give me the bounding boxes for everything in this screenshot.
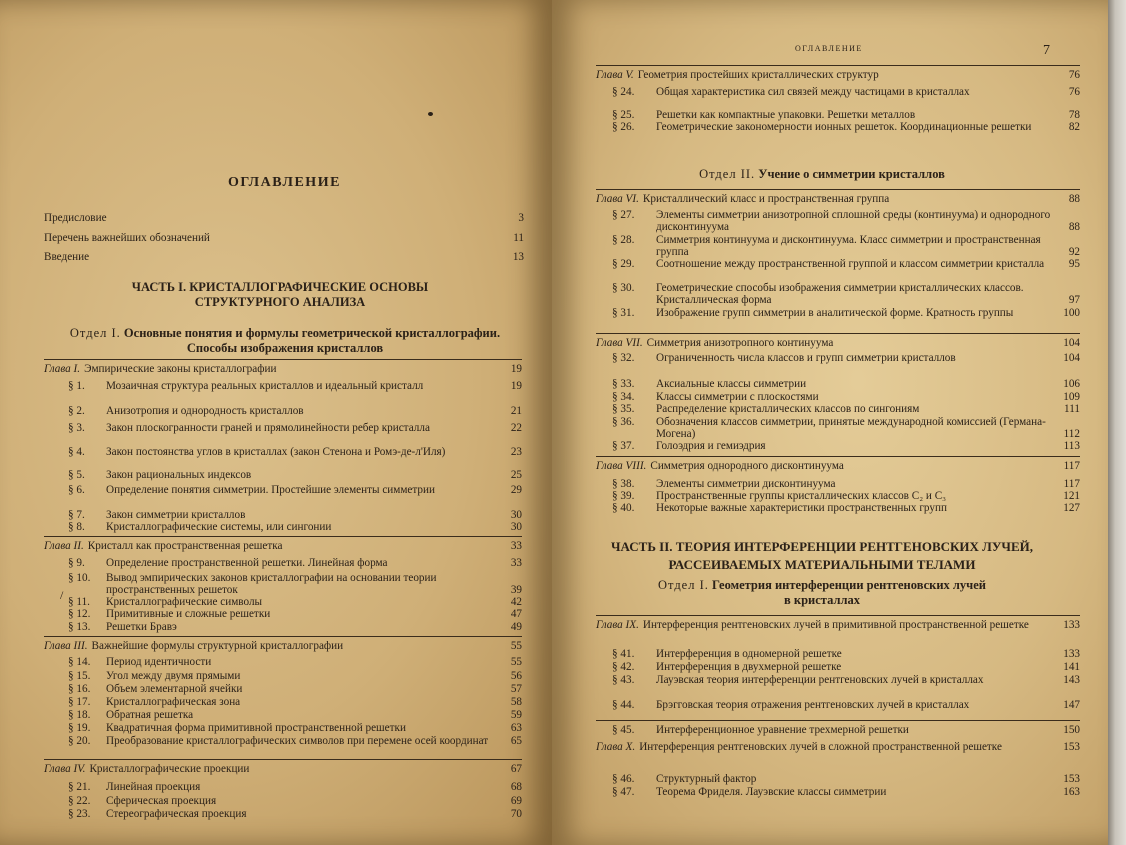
entry-page: 76 xyxy=(1068,69,1080,81)
entry-page: 11 xyxy=(513,232,524,244)
entry-page: 13 xyxy=(512,251,524,263)
entry-number: Глава VI. xyxy=(596,193,639,205)
part-line-1: ЧАСТЬ I. КРИСТАЛЛОГРАФИЧЕСКИЕ ОСНОВЫ xyxy=(131,280,429,294)
entry-page: 39 xyxy=(510,584,522,596)
toc-section xyxy=(612,674,1080,686)
entry-page: 30 xyxy=(510,521,522,533)
toc-section xyxy=(68,735,522,747)
toc-section xyxy=(68,572,522,596)
toc-section xyxy=(612,490,1080,502)
department-heading xyxy=(572,578,1072,608)
entry-page: 58 xyxy=(510,696,522,708)
entry-page: 104 xyxy=(1063,337,1080,349)
entry-page: 30 xyxy=(510,509,522,521)
toc-section xyxy=(612,352,1080,364)
entry-page: 143 xyxy=(1063,674,1080,686)
toc-section xyxy=(612,109,1080,121)
running-head: ОГЛАВЛЕНИЕ xyxy=(795,44,863,53)
entry-title: Пространственные группы кристаллических классов C₂ и C₃ xyxy=(656,490,947,502)
entry-number: § 38. xyxy=(612,478,635,490)
chapter-divider xyxy=(596,720,1080,721)
entry-number: Глава IV. xyxy=(44,763,86,775)
entry-number: § 44. xyxy=(612,699,635,711)
department-line-2: Способы изображения кристаллов xyxy=(186,341,384,355)
toc-section xyxy=(68,509,522,521)
toc-section xyxy=(612,724,1080,736)
entry-title: Стереографическая проекция xyxy=(106,808,247,820)
entry-page: 70 xyxy=(510,808,522,820)
toc-section xyxy=(68,683,522,695)
entry-number: Глава VIII. xyxy=(596,460,647,472)
entry-page: 82 xyxy=(1068,121,1080,133)
toc-chapter xyxy=(596,741,1080,753)
department-prefix: Отдел II. xyxy=(699,167,756,181)
entry-title: Интерференция рентгеновских лучей в примитивной пространственной решетке xyxy=(642,619,1029,631)
toc-section xyxy=(68,709,522,721)
department-line-1: Основные понятия и формулы геометрической кристаллографии. xyxy=(123,326,501,340)
entry-title: Общая характеристика сил связей между частицами в кристаллах xyxy=(656,86,970,98)
toc-entry-preface xyxy=(44,212,524,224)
entry-number: § 34. xyxy=(612,391,635,403)
department-line-1: Геометрия интерференции рентгеновских лучей xyxy=(712,578,986,592)
entry-title: Обратная решетка xyxy=(106,709,194,721)
entry-title: Классы симметрии с плоскостями xyxy=(656,391,819,403)
entry-number: § 24. xyxy=(612,86,635,98)
entry-page: 127 xyxy=(1063,502,1080,514)
entry-title: Период идентичности xyxy=(106,656,212,668)
entry-number: § 26. xyxy=(612,121,635,133)
toc-chapter xyxy=(596,69,1080,81)
entry-number: § 41. xyxy=(612,648,635,660)
entry-title: Элементы симметрии дисконтинуума xyxy=(656,478,836,490)
entry-number: § 11. xyxy=(68,596,90,608)
entry-title: Симметрия однородного дисконтинуума xyxy=(650,460,844,472)
entry-page: 23 xyxy=(510,446,522,458)
toc-chapter xyxy=(44,363,522,375)
entry-number: § 8. xyxy=(68,521,85,533)
entry-page: 33 xyxy=(510,540,522,552)
toc-section xyxy=(68,781,522,793)
entry-title: Кристаллографическая зона xyxy=(106,696,241,708)
entry-title: Определение пространственной решетки. Линейная форма xyxy=(106,557,388,569)
entry-title: Распределение кристаллических классов по сингониям xyxy=(656,403,920,415)
entry-number: § 30. xyxy=(612,282,635,294)
page-number: 7 xyxy=(1043,43,1050,58)
entry-page: 68 xyxy=(510,781,522,793)
entry-page: 42 xyxy=(510,596,522,608)
right-page xyxy=(552,0,1108,845)
entry-number: § 18. xyxy=(68,709,91,721)
entry-title: Квадратичная форма примитивной пространственной решетки xyxy=(106,722,406,734)
entry-number: § 39. xyxy=(612,490,635,502)
entry-title: Объем элементарной ячейки xyxy=(106,683,243,695)
part-heading xyxy=(60,280,500,310)
entry-page: 141 xyxy=(1063,661,1080,673)
entry-page: 111 xyxy=(1064,403,1080,415)
entry-title: Геометрические способы изображения симметрии кристаллических классов. Кристаллическая форма xyxy=(656,282,1024,306)
entry-title: Ограниченность числа классов и групп симметрии кристаллов xyxy=(656,352,956,364)
chapter-divider xyxy=(44,636,522,637)
entry-number: § 3. xyxy=(68,422,85,434)
toc-section xyxy=(68,405,522,417)
chapter-divider xyxy=(596,456,1080,457)
entry-page: 95 xyxy=(1068,258,1080,270)
entry-page: 92 xyxy=(1068,246,1080,258)
toc-section xyxy=(612,699,1080,711)
toc-section xyxy=(612,258,1080,270)
entry-number: § 2. xyxy=(68,405,85,417)
entry-number: Глава VII. xyxy=(596,337,643,349)
entry-page: 78 xyxy=(1068,109,1080,121)
entry-title: Преобразование кристаллографических символов при перемене осей координат xyxy=(106,735,489,747)
entry-number: § 37. xyxy=(612,440,635,452)
chapter-divider xyxy=(44,359,522,360)
entry-number: Глава IX. xyxy=(596,619,639,631)
entry-page: 63 xyxy=(510,722,522,734)
entry-number: § 31. xyxy=(612,307,635,319)
entry-number: § 40. xyxy=(612,502,635,514)
entry-title: Симметрия анизотропного континуума xyxy=(646,337,834,349)
toc-section xyxy=(612,648,1080,660)
toc-entry-notation xyxy=(44,232,524,244)
chapter-divider xyxy=(596,333,1080,334)
book-edge xyxy=(1108,0,1126,845)
entry-number: § 16. xyxy=(68,683,91,695)
toc-section xyxy=(68,808,522,820)
left-page xyxy=(0,0,552,845)
entry-page: 133 xyxy=(1063,648,1080,660)
entry-number: § 6. xyxy=(68,484,85,496)
entry-page: 33 xyxy=(510,557,522,569)
toc-section xyxy=(612,391,1080,403)
entry-title: Закон симметрии кристаллов xyxy=(106,509,246,521)
toc-section xyxy=(68,380,522,392)
entry-title: Примитивные и сложные решетки xyxy=(106,608,271,620)
toc-section xyxy=(68,557,522,569)
toc-entry-intro xyxy=(44,251,524,263)
entry-title: Важнейшие формулы структурной кристаллографии xyxy=(91,640,344,652)
chapter-divider xyxy=(596,615,1080,616)
entry-page: 67 xyxy=(510,763,522,775)
entry-page: 117 xyxy=(1063,460,1080,472)
entry-page: 133 xyxy=(1063,619,1080,631)
entry-number: § 45. xyxy=(612,724,635,736)
entry-title: Теорема Фриделя. Лауэвские классы симметрии xyxy=(656,786,887,798)
entry-page: 3 xyxy=(518,212,524,224)
entry-page: 47 xyxy=(510,608,522,620)
entry-number: § 35. xyxy=(612,403,635,415)
entry-number: Глава V. xyxy=(596,69,634,81)
ink-spot xyxy=(428,112,433,116)
toc-section xyxy=(612,661,1080,673)
toc-section xyxy=(612,378,1080,390)
entry-number: Глава X. xyxy=(596,741,636,753)
entry-number: § 17. xyxy=(68,696,91,708)
entry-page: 153 xyxy=(1063,741,1080,753)
chapter-divider xyxy=(596,65,1080,66)
entry-number: § 7. xyxy=(68,509,85,521)
entry-page: 19 xyxy=(510,380,522,392)
entry-number: § 47. xyxy=(612,786,635,798)
entry-number: § 22. xyxy=(68,795,91,807)
toc-chapter xyxy=(596,460,1080,472)
entry-page: 100 xyxy=(1063,307,1080,319)
toc-section xyxy=(68,469,522,481)
entry-page: 65 xyxy=(510,735,522,747)
entry-title: Симметрия континуума и дисконтинуума. Класс симметрии и пространственная группа xyxy=(656,234,1041,258)
entry-page: 21 xyxy=(510,405,522,417)
entry-title: Линейная проекция xyxy=(106,781,201,793)
entry-page: 22 xyxy=(510,422,522,434)
toc-section xyxy=(68,521,522,533)
entry-title: Кристаллографические проекции xyxy=(89,763,250,775)
toc-section xyxy=(612,209,1080,233)
toc-section xyxy=(612,502,1080,514)
toc-section xyxy=(68,795,522,807)
toc-section xyxy=(68,608,522,620)
toc-section xyxy=(612,773,1080,785)
entry-page: 163 xyxy=(1063,786,1080,798)
toc-section xyxy=(68,621,522,633)
entry-title: Элементы симметрии анизотропной сплошной среды (континуума) и однородного дисконтинуума xyxy=(656,209,1051,233)
entry-number: § 29. xyxy=(612,258,635,270)
entry-title: Аксиальные классы симметрии xyxy=(656,378,807,390)
entry-title: Решетки Бравэ xyxy=(106,621,177,633)
toc-section xyxy=(68,484,522,496)
toc-chapter xyxy=(44,540,522,552)
entry-number: § 43. xyxy=(612,674,635,686)
entry-number: Глава III. xyxy=(44,640,88,652)
toc-section xyxy=(68,446,522,458)
toc-section xyxy=(68,656,522,668)
entry-number: § 28. xyxy=(612,234,635,246)
toc-section xyxy=(612,440,1080,452)
entry-title: Кристалл как пространственная решетка xyxy=(87,540,283,552)
entry-title: Структурный фактор xyxy=(656,773,757,785)
entry-title: Вывод эмпирических законов кристаллографии на основании теории пространственных решеток xyxy=(106,572,437,596)
entry-title: Брэгговская теория отражения рентгеновских лучей в кристаллах xyxy=(656,699,970,711)
entry-number: § 12. xyxy=(68,608,91,620)
entry-title: Геометрия простейших кристаллических структур xyxy=(637,69,879,81)
entry-label: Перечень важнейших обозначений xyxy=(44,232,210,244)
entry-page: 19 xyxy=(510,363,522,375)
toc-section xyxy=(68,670,522,682)
entry-title: Сферическая проекция xyxy=(106,795,217,807)
entry-page: 97 xyxy=(1068,294,1080,306)
toc-chapter xyxy=(596,337,1080,349)
entry-title: Интерференция в двухмерной решетке xyxy=(656,661,842,673)
entry-label: Предисловие xyxy=(44,212,107,224)
entry-page: 29 xyxy=(510,484,522,496)
entry-page: 76 xyxy=(1068,86,1080,98)
toc-section xyxy=(68,596,522,608)
entry-title: Интерференционное уравнение трехмерной решетки xyxy=(656,724,909,736)
toc-section xyxy=(68,696,522,708)
entry-title: Обозначения классов симметрии, принятые международной комиссией (Германа-Могена) xyxy=(656,416,1046,440)
entry-page: 88 xyxy=(1068,193,1080,205)
chapter-divider xyxy=(44,536,522,537)
entry-page: 121 xyxy=(1063,490,1080,502)
entry-title: Интерференция рентгеновских лучей в сложной пространственной решетке xyxy=(639,741,1002,753)
entry-page: 112 xyxy=(1063,428,1080,440)
entry-number: § 23. xyxy=(68,808,91,820)
entry-title: Лауэвская теория интерференции рентгеновских лучей в кристаллах xyxy=(656,674,984,686)
entry-page: 88 xyxy=(1068,221,1080,233)
entry-number: § 4. xyxy=(68,446,85,458)
entry-title: Изображение групп симметрии в аналитической форме. Кратность группы xyxy=(656,307,1014,319)
toc-section xyxy=(612,478,1080,490)
toc-section xyxy=(612,403,1080,415)
entry-number: § 46. xyxy=(612,773,635,785)
entry-number: § 20. xyxy=(68,735,91,747)
entry-number: Глава II. xyxy=(44,540,84,552)
entry-page: 57 xyxy=(510,683,522,695)
chapter-divider xyxy=(596,189,1080,190)
entry-number: § 14. xyxy=(68,656,91,668)
toc-section xyxy=(612,282,1080,306)
entry-page: 55 xyxy=(510,640,522,652)
entry-title: Кристаллографические символы xyxy=(106,596,263,608)
entry-title: Закон плоскогранности граней и прямолинейности ребер кристалла xyxy=(106,422,430,434)
entry-number: § 27. xyxy=(612,209,635,221)
entry-page: 153 xyxy=(1063,773,1080,785)
entry-title: Закон рациональных индексов xyxy=(106,469,252,481)
entry-title: Эмпирические законы кристаллографии xyxy=(84,363,277,375)
entry-page: 106 xyxy=(1063,378,1080,390)
part-line-1: ЧАСТЬ II. ТЕОРИЯ ИНТЕРФЕРЕНЦИИ РЕНТГЕНОВСКИХ ЛУЧЕЙ, xyxy=(611,539,1033,554)
entry-number: Глава I. xyxy=(44,363,81,375)
toc-section xyxy=(612,786,1080,798)
entry-title: Кристаллический класс и пространственная группа xyxy=(642,193,890,205)
department-line-2: в кристаллах xyxy=(784,593,860,607)
entry-title: Определение понятия симметрии. Простейшие элементы симметрии xyxy=(106,484,435,496)
entry-number: § 9. xyxy=(68,557,85,569)
part-line-2: СТРУКТУРНОГО АНАЛИЗА xyxy=(194,295,366,309)
entry-number: § 13. xyxy=(68,621,91,633)
entry-number: § 10. xyxy=(68,572,91,584)
toc-section xyxy=(612,86,1080,98)
entry-page: 55 xyxy=(510,656,522,668)
toc-chapter xyxy=(44,640,522,652)
toc-chapter xyxy=(44,763,522,775)
entry-page: 25 xyxy=(510,469,522,481)
entry-title: Закон постоянства углов в кристаллах (закон Стенона и Ромэ-де-л'Иля) xyxy=(106,446,446,458)
entry-title: Соотношение между пространственной группой и классом симметрии кристалла xyxy=(656,258,1045,270)
entry-title: Анизотропия и однородность кристаллов xyxy=(106,405,304,417)
entry-page: 69 xyxy=(510,795,522,807)
toc-chapter xyxy=(596,193,1080,205)
toc-title: ОГЛАВЛЕНИЕ xyxy=(228,175,341,190)
entry-number: § 19. xyxy=(68,722,91,734)
entry-page: 150 xyxy=(1063,724,1080,736)
handwritten-tick: / xyxy=(60,588,64,602)
toc-section xyxy=(612,234,1080,258)
entry-page: 59 xyxy=(510,709,522,721)
toc-chapter xyxy=(596,619,1080,631)
entry-number: § 36. xyxy=(612,416,635,428)
toc-section xyxy=(68,422,522,434)
entry-page: 56 xyxy=(510,670,522,682)
entry-title: Мозаичная структура реальных кристаллов и идеальный кристалл xyxy=(106,380,424,392)
chapter-divider xyxy=(44,759,522,760)
entry-title: Решетки как компактные упаковки. Решетки металлов xyxy=(656,109,916,121)
entry-title: Голоэдрия и гемиэдрия xyxy=(656,440,766,452)
department-title: Учение о симметрии кристаллов xyxy=(758,167,945,181)
entry-page: 49 xyxy=(510,621,522,633)
entry-page: 117 xyxy=(1063,478,1080,490)
toc-section xyxy=(612,121,1080,133)
toc-section xyxy=(612,416,1080,440)
entry-number: § 25. xyxy=(612,109,635,121)
entry-label: Введение xyxy=(44,251,90,263)
entry-number: § 5. xyxy=(68,469,85,481)
entry-number: § 15. xyxy=(68,670,91,682)
department-heading xyxy=(592,167,1052,182)
entry-number: § 33. xyxy=(612,378,635,390)
entry-page: 109 xyxy=(1063,391,1080,403)
part-heading xyxy=(572,538,1072,574)
entry-number: § 21. xyxy=(68,781,91,793)
entry-title: Угол между двумя прямыми xyxy=(106,670,241,682)
toc-section xyxy=(68,722,522,734)
entry-page: 147 xyxy=(1063,699,1080,711)
entry-title: Кристаллографические системы, или сингонии xyxy=(106,521,332,533)
entry-number: § 1. xyxy=(68,380,85,392)
entry-number: § 42. xyxy=(612,661,635,673)
department-prefix: Отдел I. xyxy=(658,578,709,592)
entry-title: Интерференция в одномерной решетке xyxy=(656,648,842,660)
department-prefix: Отдел I. xyxy=(69,326,121,340)
entry-number: § 32. xyxy=(612,352,635,364)
entry-title: Некоторые важные характеристики пространственных групп xyxy=(656,502,947,514)
toc-section xyxy=(612,307,1080,319)
entry-page: 104 xyxy=(1063,352,1080,364)
entry-title: Геометрические закономерности ионных решеток. Координационные решетки xyxy=(656,121,1032,133)
part-line-2: РАССЕИВАЕМЫХ МАТЕРИАЛЬНЫМИ ТЕЛАМИ xyxy=(668,557,976,572)
department-heading xyxy=(40,326,530,356)
entry-page: 113 xyxy=(1063,440,1080,452)
